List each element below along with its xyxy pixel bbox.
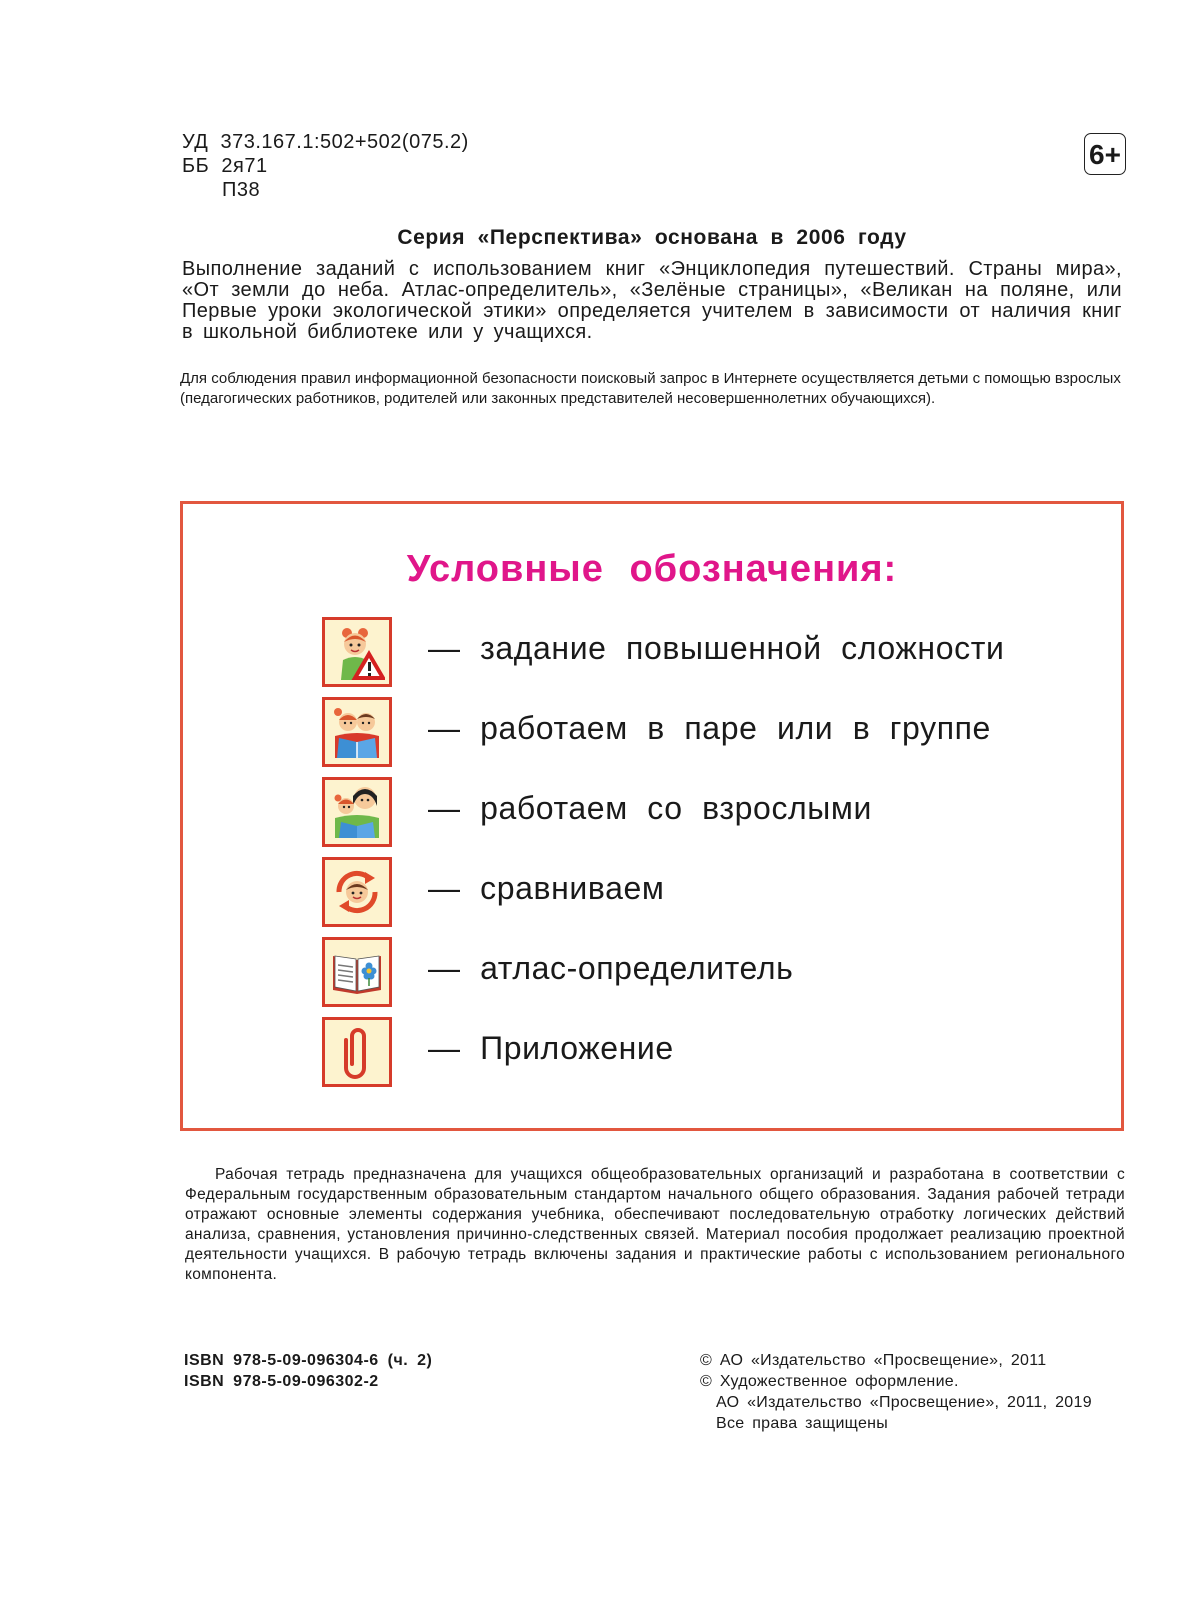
paperclip-icon: [322, 1017, 392, 1087]
copyright-line: © АО «Издательство «Просвещение», 2011: [700, 1352, 1047, 1369]
copyright-block: [700, 1350, 1092, 1434]
girl-warning-icon: [322, 617, 392, 687]
legend-item: [322, 617, 1082, 687]
pair-reading-icon: [322, 697, 392, 767]
atlas-book-icon: [322, 937, 392, 1007]
description-paragraph: Рабочая тетрадь предназначена для учащихся общеобразовательных организаций и разработана в соответствии с Федеральным государственным образовательным стандартом начального общего образования. Задания рабочей тетради отражают основные элементы содержания учебника, обеспечивают последовательную отработку логических действий анализа, сравнения, установления причинно-следственных связей. Материал пособия продолжает реализацию проектной деятельности учащихся. В рабочую тетрадь включены задания и практические работы с использованием регионального компонента.: [185, 1166, 1125, 1283]
udc-code: УД 373.167.1:502+502(075.2): [182, 131, 469, 153]
legend-item-label: — работаем в паре или в группе: [428, 710, 991, 746]
legend-item: [322, 697, 1082, 767]
adult-child-reading-icon: [322, 777, 392, 847]
age-rating-badge: 6+: [1084, 133, 1126, 175]
author-code: П38: [222, 179, 261, 201]
legend-item: [322, 937, 1082, 1007]
copyright-line: Все права защищены: [716, 1415, 889, 1432]
compare-cycle-icon: [322, 857, 392, 927]
legend-item-label: — задание повышенной сложности: [428, 630, 1005, 666]
safety-paragraph: Для соблюдения правил информационной безопасности поисковый запрос в Интернете осуществляется детьми с помощью взрослых (педагогических работников, родителей или законных представителей несовершеннолетних обучающихся).: [180, 370, 1121, 407]
legend-item-label: — Приложение: [428, 1030, 674, 1066]
bbk-code: ББ 2я71: [182, 155, 268, 177]
legend-item: [322, 777, 1082, 847]
legend-item-label: — работаем со взрослыми: [428, 790, 872, 826]
intro-paragraph: Выполнение заданий с использованием книг «Энциклопедия путешествий. Страны мира», «От земли до неба. Атлас-определитель», «Зелёные страницы», «Великан на поляне, или Первые уроки экологической этики» определяется учителем в зависимости от наличия книг в школьной библиотеке или у учащихся.: [182, 258, 1122, 343]
series-line: Серия «Перспектива» основана в 2006 году: [397, 226, 907, 249]
legend-item-label: — сравниваем: [428, 870, 665, 906]
copyright-line: © Художественное оформление.: [700, 1373, 959, 1390]
legend-item: [322, 1017, 1082, 1087]
legend-item: [322, 857, 1082, 927]
isbn-block: [184, 1350, 432, 1392]
catalog-codes: [182, 130, 469, 202]
legend-box: [180, 501, 1124, 1131]
legend-item-label: — атлас-определитель: [428, 950, 794, 986]
isbn-set: ISBN 978-5-09-096302-2: [184, 1373, 379, 1390]
copyright-line: АО «Издательство «Просвещение», 2011, 2019: [716, 1394, 1092, 1411]
isbn-part: ISBN 978-5-09-096304-6 (ч. 2): [184, 1352, 433, 1369]
legend-title: Условные обозначения:: [406, 548, 898, 590]
